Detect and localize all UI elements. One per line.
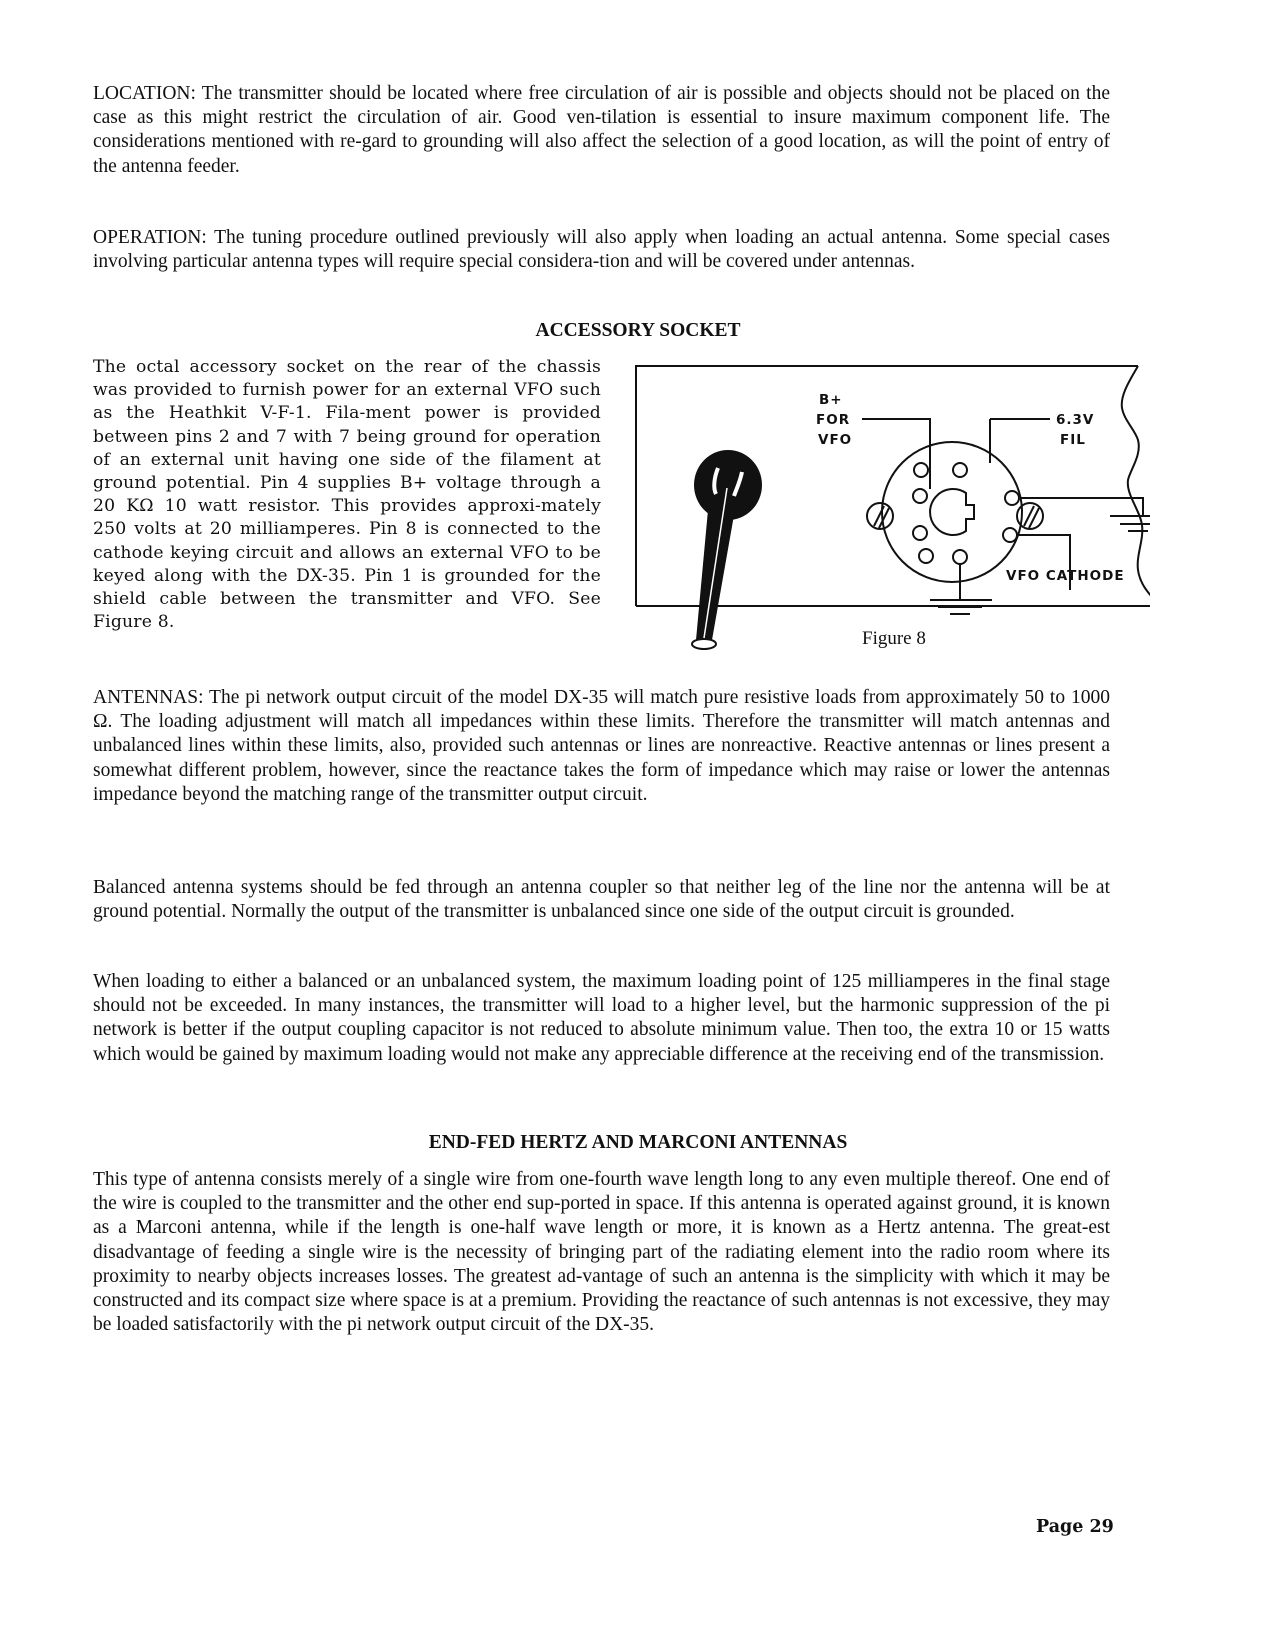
ground-symbol-icon: [930, 516, 1150, 614]
paragraph-loading: When loading to either a balanced or an unbalanced system, the maximum loading point of 125 milliamperes in the final stage should not be exceeded. In many instances, the transmitter will load to a higher level, but the harmonic suppression of the pi network is better if the output coupling capacitor is not reduced to absolute minimum value. Then too, the extra 10 or 15 watts which would be gained by maximum loading would not make any appreciable difference at the receiving end of the transmission.: [93, 971, 1110, 1065]
octal-socket-icon: [882, 442, 1022, 582]
label-vfo: VFO: [818, 432, 853, 448]
heading-accessory-socket: ACCESSORY SOCKET: [535, 320, 741, 341]
cable-grommet-icon: [692, 450, 762, 649]
paragraph-balanced-antenna: Balanced antenna systems should be fed through an antenna coupler so that neither leg of the line nor the antenna will be at ground potential. Normally the output of the transmitter is unbalanced since one side of the output circuit is grounded.: [93, 877, 1110, 923]
paragraph-antennas: ANTENNAS: The pi network output circuit of the model DX-35 will match pure resistive loads from approximately 50 to 1000 Ω. The loading adjustment will match all impedances within these limits. Therefore the transmitter will match antennas and unbalanced lines within these limits, also, provided such antennas or lines are nonreactive. Reactive antennas or lines present a somewhat different problem, however, since the reactance takes the form of impedance which may raise or lower the antennas impedance beyond the matching range of the transmitter output circuit.: [93, 687, 1110, 805]
label-for: FOR: [816, 412, 851, 428]
paragraph-accessory-socket: The octal accessory socket on the rear of the chassis was provided to furnish power for an external VFO such as the Heathkit V-F-1. Fila-ment power is provided between pins 2 and 7 with 7 being ground for operation of an external unit having one side of the filament at ground potential. Pin 4 supplies B+ voltage through a 20 KΩ 10 watt resistor. This provides approxi-mately 250 volts at 20 milliamperes. Pin 8 is connected to the cathode keying circuit and allows an external VFO to be keyed along with the DX-35. Pin 1 is grounded for the shield cable between the transmitter and VFO. See Figure 8.: [93, 357, 601, 633]
paragraph-operation: OPERATION: The tuning procedure outlined previously will also apply when loading an actual antenna. Some special cases involving particular antenna types will require special considera-tion and will be covered under antennas.: [93, 227, 1110, 273]
page-number: Page 29: [1036, 1517, 1114, 1537]
label-fil: FIL: [1060, 432, 1086, 448]
label-vfo-cathode: VFO CATHODE: [1006, 568, 1125, 584]
heading-end-fed-antennas: END-FED HERTZ AND MARCONI ANTENNAS: [428, 1132, 848, 1153]
paragraph-end-fed: This type of antenna consists merely of a single wire from one-fourth wave length long to any even multiple thereof. One end of the wire is coupled to the transmitter and the other end sup-ported in space. If this antenna is operated against ground, it is known as a Marconi antenna, while if the length is one-half wave length or more, it is known as a Hertz antenna. The great-est disadvantage of feeding a single wire is the necessity of bringing part of the radiating element into the radio room where its proximity to nearby objects increases losses. The greatest ad-vantage of such an antenna is the simplicity with which it may be constructed and its compact size where space is at a premium. Providing the reactance of such antennas is not excessive, they may be loaded satisfactorily with the pi network output circuit of the DX-35.: [93, 1169, 1110, 1336]
figure-caption: Figure 8: [862, 628, 926, 649]
mounting-screw-left-icon: [867, 503, 893, 529]
paragraph-location: LOCATION: The transmitter should be located where free circulation of air is possible and objects should not be placed on the case as this might restrict the circulation of air. Good ven-tilation is essential to insure maximum component life. The considerations mentioned with re-gard to grounding will also affect the selection of a good location, as will the point of entry of the antenna feeder.: [93, 83, 1110, 177]
label-b-plus: B+: [819, 392, 843, 408]
label-6-3v: 6.3V: [1056, 412, 1095, 428]
figure-8-accessory-socket-diagram: [630, 360, 1150, 660]
